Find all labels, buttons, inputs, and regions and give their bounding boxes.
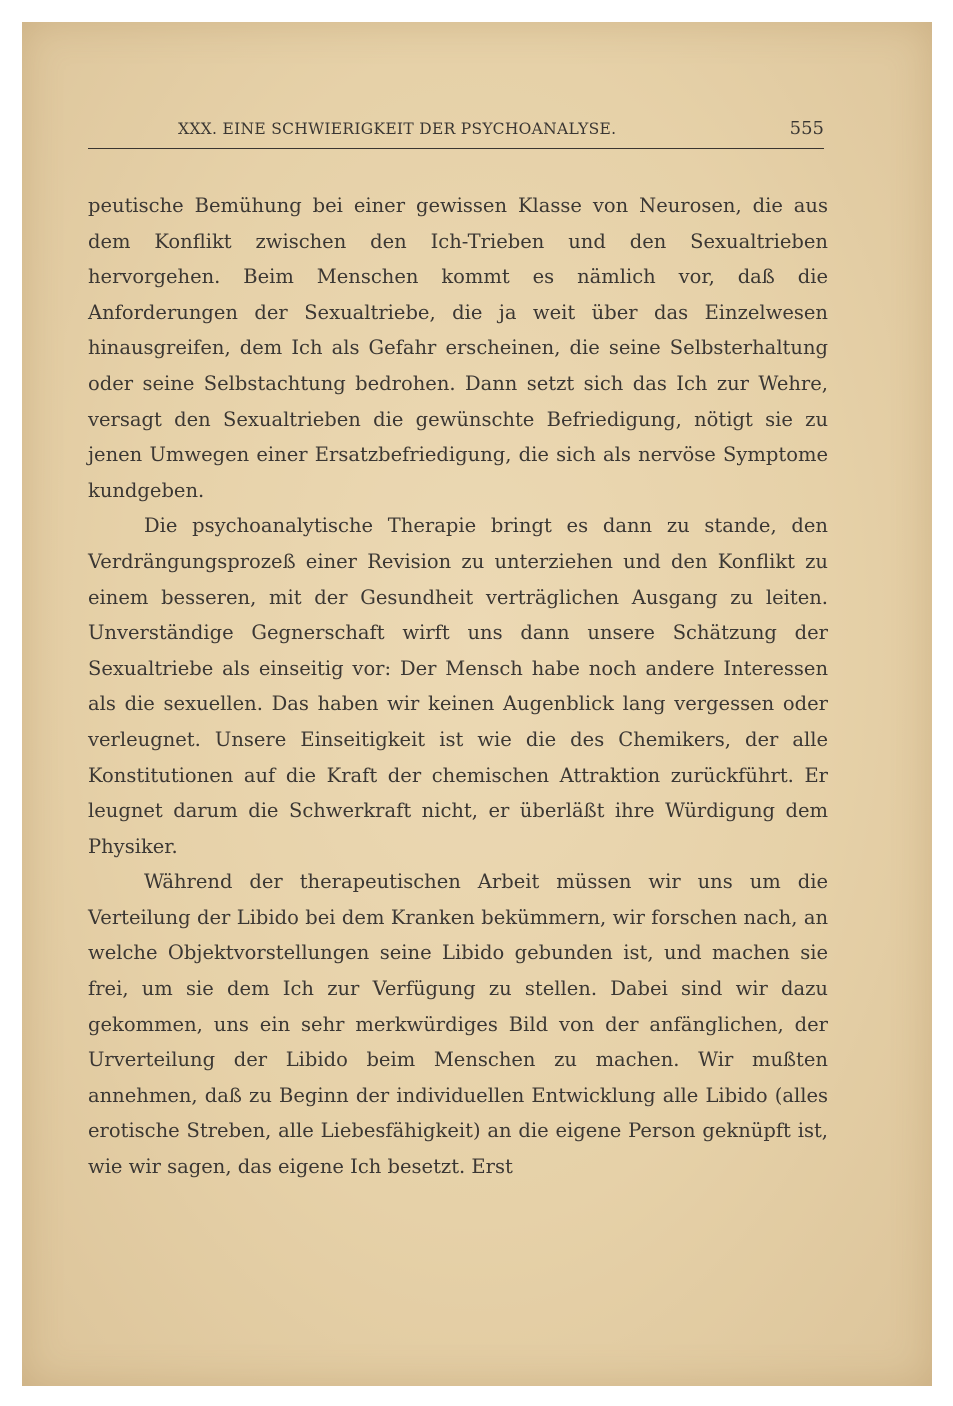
paragraph-1: peutische Bemühung bei einer gewissen Klasse von Neurosen, die aus dem Konflikt zwischen den Ich-Trieben und den Sexualtrieben hervorgehen. Beim Menschen kommt es nämlich vor, daß die Anforderungen der Sexualtriebe, die ja weit über das Einzelwesen hinausgreifen, dem Ich als Gefahr erscheinen, die seine Selbsterhaltung oder seine Selbstachtung bedrohen. Dann setzt sich das Ich zur Wehre, versagt den Sexualtrieben die gewünschte Befriedigung, nötigt sie zu jenen Umwegen einer Ersatzbefriedigung, die sich als nervöse Symptome kundgeben. <box>88 194 828 502</box>
page-number: 555 <box>789 118 824 139</box>
book-page <box>22 22 932 1386</box>
chapter-title: XXX. EINE SCHWIERIGKEIT DER PSYCHOANALYSE. <box>178 120 617 138</box>
paragraph-3: Während der therapeutischen Arbeit müssen wir uns um die Verteilung der Libido bei dem Kranken bekümmern, wir forschen nach, an welche Objektvorstellungen seine Libido gebunden ist, und machen sie frei, um sie dem Ich zur Verfügung zu stellen. Dabei sind wir dazu gekommen, uns ein sehr merkwürdiges Bild von der anfänglichen, der Urverteilung der Libido beim Menschen zu machen. Wir mußten annehmen, daß zu Beginn der individuellen Entwicklung alle Libido (alles erotische Streben, alle Liebesfähigkeit) an die eigene Person geknüpft ist, wie wir sagen, das eigene Ich besetzt. Erst <box>88 870 828 1179</box>
running-header <box>88 118 824 149</box>
paragraph-2: Die psychoanalytische Therapie bringt es dann zu stande, den Verdrängungsprozeß einer Revision zu unterziehen und den Konflikt zu einem besseren, mit der Gesundheit verträglichen Ausgang zu leiten. Unverständige Gegnerschaft wirft uns dann unsere Schätzung der Sexualtriebe als einseitig vor: Der Mensch habe noch andere Interessen als die sexuellen. Das haben wir keinen Augenblick lang vergessen oder verleugnet. Unsere Einseitigkeit ist wie die des Chemikers, der alle Konstitutionen auf die Kraft der chemischen Attraktion zurückführt. Er leugnet darum die Schwerkraft nicht, er überläßt ihre Würdigung dem Physiker. <box>88 514 828 858</box>
body-text <box>88 188 828 1185</box>
